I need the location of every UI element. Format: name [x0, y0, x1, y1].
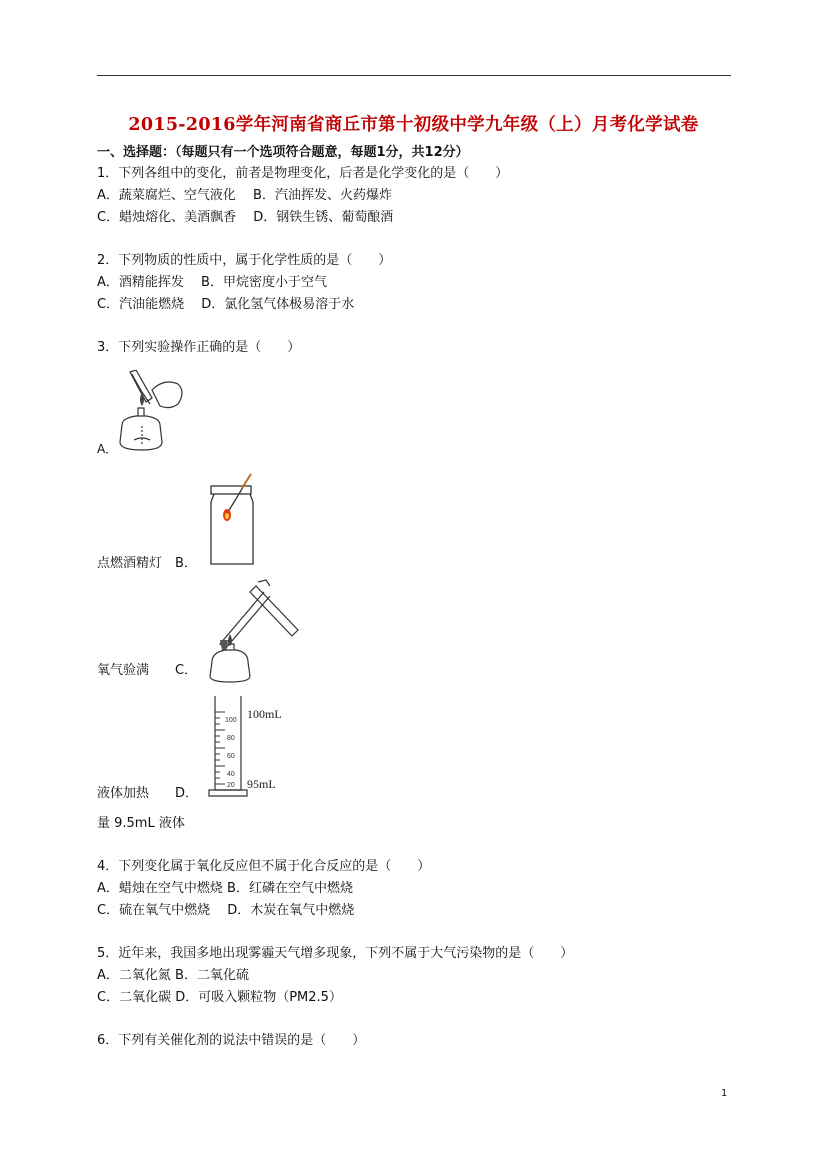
section-heading: 一、选择题：（每题只有一个选项符合题意，每题1分，共12分） — [97, 145, 469, 160]
liquid-heating-figure — [206, 578, 302, 684]
tick-label: 100 — [225, 717, 237, 724]
q3-option-d-line: 液体加热 D． — [97, 786, 199, 801]
cylinder-top-label: 100mL — [247, 707, 282, 721]
q6-stem: 6．下列有关催化剂的说法中错误的是（ ） — [97, 1033, 366, 1048]
cylinder-bottom-label: 95mL — [247, 777, 276, 791]
tick-label: 20 — [227, 782, 235, 789]
page-number: 1 — [721, 1088, 728, 1099]
q5-options-ab: A．二氧化氮 B．二氧化硫 — [97, 968, 249, 983]
q3-option-c-line: 氧气验满 C． — [97, 663, 198, 678]
page-title: 2015-2016学年河南省商丘市第十初级中学九年级（上）月考化学试卷 — [128, 115, 699, 135]
tick-label: 60 — [227, 753, 235, 760]
q4-stem: 4．下列变化属于氧化反应但不属于化合反应的是（ ） — [97, 859, 431, 874]
alcohol-lamp-lighting-figure — [112, 370, 192, 460]
q4-options-cd: C．硫在氧气中燃烧 D．木炭在氧气中燃烧 — [97, 903, 355, 918]
q2-stem: 2．下列物质的性质中，属于化学性质的是（ ） — [97, 253, 392, 268]
q3-option-b-line: 点燃酒精灯 B． — [97, 556, 197, 571]
q1-stem: 1．下列各组中的变化，前者是物理变化，后者是化学变化的是（ ） — [97, 166, 509, 181]
q2-options-ab: A．酒精能挥发 B．甲烷密度小于空气 — [97, 275, 327, 290]
oxygen-test-figure — [208, 472, 258, 568]
q1-options-cd: C．蜡烛熔化、美酒飘香 D．钢铁生锈、葡萄酿酒 — [97, 210, 394, 225]
header-rule — [97, 75, 731, 76]
q5-options-cd: C．二氧化碳 D．可吸入颗粒物（PM2.5） — [97, 990, 342, 1005]
q3-option-a-label: A． — [97, 442, 118, 456]
q4-options-ab: A．蜡烛在空气中燃烧 B．红磷在空气中燃烧 — [97, 881, 353, 896]
tick-label: 40 — [227, 771, 235, 778]
q2-options-cd: C．汽油能燃烧 D．氯化氢气体极易溶于水 — [97, 297, 355, 312]
tick-label: 80 — [227, 735, 235, 742]
q3-tail: 量 9.5mL 液体 — [97, 816, 185, 831]
graduated-cylinder-figure — [205, 692, 295, 800]
q5-stem: 5．近年来，我国多地出现雾霾天气增多现象，下列不属于大气污染物的是（ ） — [97, 946, 574, 961]
q3-stem: 3．下列实验操作正确的是（ ） — [97, 340, 301, 355]
q1-options-ab: A．蔬菜腐烂、空气液化 B．汽油挥发、火药爆炸 — [97, 188, 392, 203]
